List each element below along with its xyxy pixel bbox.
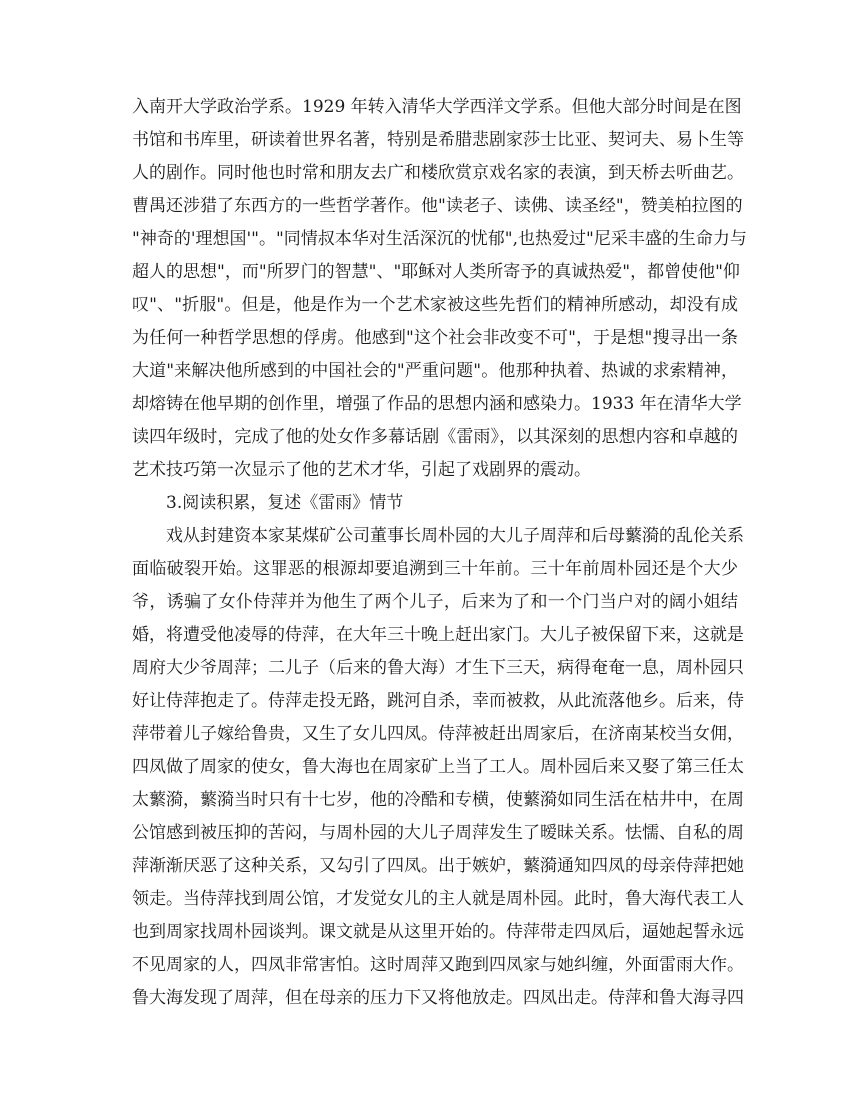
section-heading: 3.阅读积累，复述《雷雨》情节 bbox=[166, 493, 404, 513]
text-line: 超人的思想"，而"所罗门的智慧"、"耶稣对人类所寄予的真诚热爱"，都曾使他"仰 bbox=[132, 262, 740, 282]
text-line: 艺术技巧第一次显示了他的艺术才华，引起了戏剧界的震动。 bbox=[132, 460, 591, 480]
text-line: 好让侍萍抱走了。侍萍走投无路，跳河自杀，幸而被救，从此流落他乡。后来，侍 bbox=[132, 691, 744, 711]
text-line: 面临破裂开始。这罪恶的根源却要追溯到三十年前。三十年前周朴园还是个大少 bbox=[132, 559, 738, 579]
text-line: 曹禺还涉猎了东西方的一些哲学著作。他"读老子、读佛、读圣经"，赞美柏拉图的 bbox=[132, 196, 743, 216]
text-line: 人的剧作。同时他也时常和朋友去广和楼欣赏京戏名家的表演，到天桥去听曲艺。 bbox=[132, 163, 744, 183]
text-line: 爷，诱骗了女仆侍萍并为他生了两个儿子，后来为了和一个门当户对的阔小姐结 bbox=[132, 592, 738, 612]
text-line: "神奇的'理想国'"。"同情叔本华对生活深沉的忧郁",也热爱过"尼采丰盛的生命力与 bbox=[132, 229, 747, 249]
text-line: 周府大少爷周萍；二儿子（后来的鲁大海）才生下三天，病得奄奄一息，周朴园只 bbox=[132, 658, 744, 678]
text-line: 戏从封建资本家某煤矿公司董事长周朴园的大儿子周萍和后母蘩漪的乱伦关系 bbox=[166, 526, 744, 546]
section-heading-block bbox=[132, 487, 738, 520]
text-line: 婚，将遭受他凌辱的侍萍，在大年三十晚上赶出家门。大儿子被保留下来，这就是 bbox=[132, 625, 744, 645]
text-line: 读四年级时，完成了他的处女作多幕话剧《雷雨》，以其深刻的思想内容和卓越的 bbox=[132, 427, 738, 447]
text-line: 鲁大海发现了周萍，但在母亲的压力下又将他放走。四凤出走。侍萍和鲁大海寻四 bbox=[132, 988, 744, 1008]
text-line: 四凤做了周家的使女，鲁大海也在周家矿上当了工人。周朴园后来又娶了第三任太 bbox=[132, 757, 744, 777]
text-line: 领走。当侍萍找到周公馆，才发觉女儿的主人就是周朴园。此时，鲁大海代表工人 bbox=[132, 889, 744, 909]
text-line: 大道"来解决他所感到的中国社会的"严重问题"。他那种执着、热诚的求索精神， bbox=[132, 361, 738, 381]
text-line: 公馆感到被压抑的苦闷，与周朴园的大儿子周萍发生了暧昧关系。怯懦、自私的周 bbox=[132, 823, 744, 843]
text-line: 也到周家找周朴园谈判。课文就是从这里开始的。侍萍带走四凤后，逼她起誓永远 bbox=[132, 922, 744, 942]
text-line: 入南开大学政治学系。1929 年转入清华大学西洋文学系。但他大部分时间是在图 bbox=[132, 97, 742, 117]
text-line: 萍带着儿子嫁给鲁贵，又生了女儿四凤。侍萍被赶出周家后，在济南某校当女佣， bbox=[132, 724, 744, 744]
text-line: 叹"、"折服"。但是，他是作为一个艺术家被这些先哲们的精神所感动，却没有成 bbox=[132, 295, 738, 315]
paragraph-thunderstorm-plot bbox=[132, 520, 744, 1015]
text-line: 萍渐渐厌恶了这种关系，又勾引了四凤。出于嫉妒，蘩漪通知四凤的母亲侍萍把她 bbox=[132, 856, 744, 876]
text-line: 不见周家的人，四凤非常害怕。这时周萍又跑到四凤家与她纠缠，外面雷雨大作。 bbox=[132, 955, 744, 975]
text-line: 书馆和书库里，研读着世界名著，特别是希腊悲剧家莎士比亚、契诃夫、易卜生等 bbox=[132, 130, 744, 150]
paragraph-cao-yu-biography bbox=[132, 91, 747, 487]
text-line: 太蘩漪，蘩漪当时只有十七岁，他的冷酷和专横，使蘩漪如同生活在枯井中，在周 bbox=[132, 790, 744, 810]
text-line: 为任何一种哲学思想的俘虏。他感到"这个社会非改变不可"，于是想"搜寻出一条 bbox=[132, 328, 738, 348]
text-line: 却熔铸在他早期的创作里，增强了作品的思想内涵和感染力。1933 年在清华大学 bbox=[132, 394, 742, 414]
